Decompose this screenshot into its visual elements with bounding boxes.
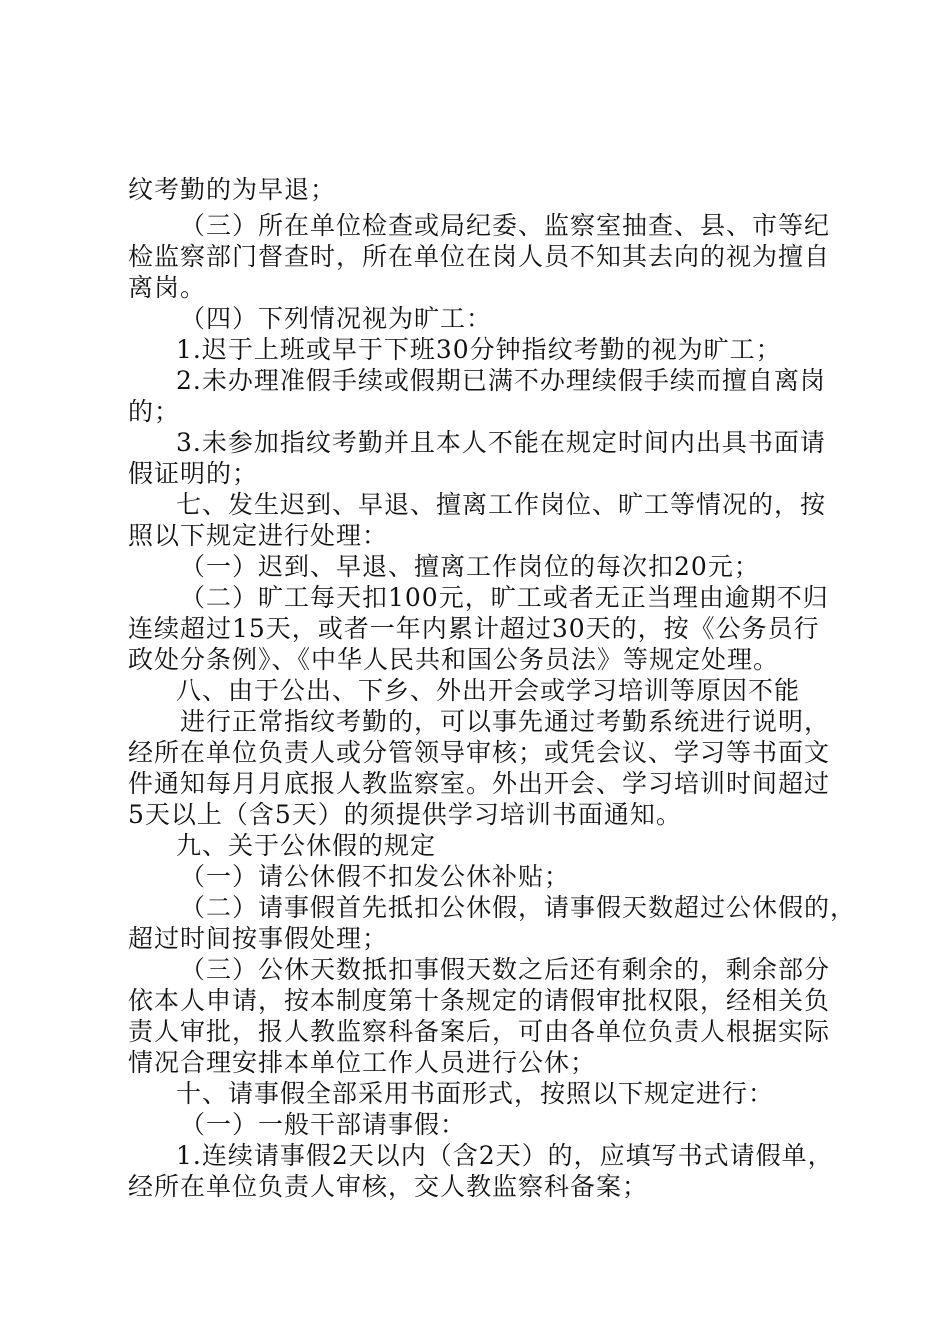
text-line: 2.未办理准假手续或假期已满不办理续假手续而擅自离岗 [176, 366, 826, 395]
text-line: 政处分条例》、《中华人民共和国公务员法》等规定处理。 [128, 645, 780, 674]
text-line: 检监察部门督查时，所在单位在岗人员不知其去向的视为擅自 [128, 242, 831, 271]
text-line: 责人审批，报人教监察科备案后，可由各单位负责人根据实际 [128, 1017, 831, 1046]
text-line: （二）请事假首先抵扣公休假，请事假天数超过公休假的， [180, 893, 857, 922]
text-line: 八、由于公出、下乡、外出开会或学习培训等原因不能 [176, 676, 801, 705]
text-line: （四）下列情况视为旷工： [180, 304, 493, 333]
text-line: 七、发生迟到、早退、擅离工作岗位、旷工等情况的，按 [176, 490, 827, 519]
text-line: （二）旷工每天扣100元，旷工或者无正当理由逾期不归 [180, 583, 829, 612]
text-line: 十、请事假全部采用书面形式，按照以下规定进行： [176, 1079, 775, 1108]
text-line: （三）公休天数抵扣事假天数之后还有剩余的，剩余部分 [180, 955, 831, 984]
text-line: 超过时间按事假处理； [128, 924, 389, 953]
text-line: 1.迟于上班或早于下班30分钟指纹考勤的视为旷工； [176, 335, 782, 364]
text-line: 3.未参加指纹考勤并且本人不能在规定时间内出具书面请 [176, 428, 826, 457]
text-line: 假证明的； [128, 459, 259, 488]
text-line: 经所在单位负责人或分管领导审核；或凭会议、学习等书面文 [128, 738, 831, 767]
text-line: 进行正常指纹考勤的，可以事先通过考勤系统进行说明， [180, 707, 831, 736]
text-line: 九、关于公休假的规定 [176, 831, 437, 860]
text-line: （一）请公休假不扣发公休补贴； [180, 862, 571, 891]
text-line: 5天以上（含5天）的须提供学习培训书面通知。 [128, 800, 682, 829]
text-line: （一）一般干部请事假： [180, 1110, 467, 1139]
text-line: 连续超过15天，或者一年内累计超过30天的，按《公务员行 [128, 614, 820, 643]
text-line: （三）所在单位检查或局纪委、监察室抽查、县、市等纪 [180, 211, 831, 240]
text-line: 情况合理安排本单位工作人员进行公休； [128, 1048, 597, 1077]
text-line: （一）迟到、早退、擅离工作岗位的每次扣20元； [180, 552, 760, 581]
text-line: 经所在单位负责人审核，交人教监察科备案； [128, 1172, 649, 1201]
text-line: 1.连续请事假2天以内（含2天）的，应填写书式请假单， [176, 1141, 834, 1170]
text-line: 纹考勤的为早退； [128, 175, 337, 204]
text-line: 照以下规定进行处理： [128, 521, 389, 550]
text-line: 离岗。 [128, 273, 207, 302]
text-line: 的； [128, 397, 181, 426]
text-line: 依本人申请，按本制度第十条规定的请假审批权限，经相关负 [128, 986, 831, 1015]
text-line: 件通知每月月底报人教监察室。外出开会、学习培训时间超过 [128, 769, 831, 798]
